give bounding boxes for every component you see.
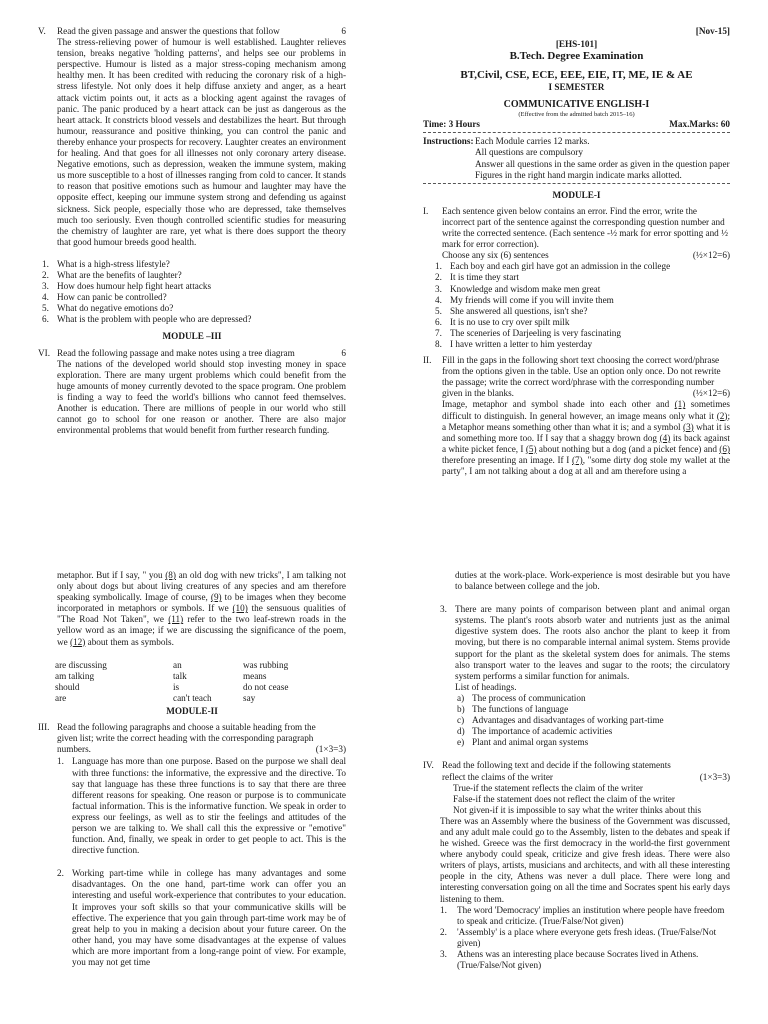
paper-code: [EHS-101] [555,39,598,50]
date-code: [Nov-15] [695,26,730,36]
paragraph-text: There are many points of comparison between plant and animal organ systems. The plant's roots absorb water and nutrients just as the animal digestive system does. The roots also anchor the plant to keep it from moving, but there is no comparable internal animal system. Stems provide support for the plant as the skeletal system does for animals. The stems also transport water to the leaves and sugar to the roots; the circulatory system performs a similar function for animals. [455,604,730,681]
question-text: Read the following text and decide if the following statements reflect the claims of the writer [442,760,671,782]
subject-title: COMMUNICATIVE ENGLISH-I [503,99,650,111]
blank: (10) [232,603,248,614]
option: talk [173,670,187,681]
blank: (1) [674,399,686,410]
option: was rubbing [243,659,289,670]
list-item: b) The functions of language [457,704,569,715]
list-item: a) The process of communication [457,692,586,703]
top-right-column [423,26,730,477]
time: Time: 3 Hours [423,119,480,130]
list-item: 2. It is time they start [435,272,519,283]
instruction-item: Each Module carries 12 marks. [475,136,590,147]
instructions [423,136,730,180]
passage-athens: There was an Assembly where the business of the Government was discussed, and any adult male could go to the Assembly, listen to the debates and speak if he wished. Greece was the first democracy in the world-the first government where anybody could speak, criticize and give fresh ideas. There were also writers of plays, artists, musicians and architects, and with all these interesting people in the city, Athens was never a dull place. There were long and interesting conversation going on all the time and Socrates spent his early days listening to them. [440,815,730,904]
list-item: 7. The sceneries of Darjeeling is very fascinating [435,327,621,338]
blank: (5) [525,443,537,454]
question-number: V. [38,26,46,36]
question-number: VI. [38,347,50,358]
sentence-list [423,261,730,350]
definitions [423,783,730,816]
list-item: 4. How can panic be controlled? [42,292,167,303]
list-item: 4. My friends will come if you will invite them [435,294,614,305]
question-marks: 6 [341,347,346,358]
question-marks: (1×3=3) [699,771,730,782]
instruction-item: Figures in the right hand margin indicate marks allotted. [475,169,682,180]
definition: Not given-if it is impossible to say what the writer thinks about this [453,804,702,815]
list-item: 6. What is the problem with people who are depressed? [42,314,252,325]
list-item: 5. What do negative emotions do? [42,303,174,314]
question-v [38,26,346,37]
question-i [423,206,730,250]
question-text: Read the following paragraphs and choose a suitable heading from the given list; write the correct heading with the corresponding paragraph numbers. [57,722,316,755]
question-marks: (½×12=6) [692,388,730,399]
instructions-label: Instructions: [423,136,474,147]
question-vi [38,348,346,359]
instruction-item: Answer all questions in the same order as given in the question paper [475,158,730,169]
statement-list [423,905,730,972]
list-item: 1. What is a high-stress lifestyle? [42,258,170,269]
question-text: Read the following passage and make notes using a tree diagram [57,347,295,358]
divider [423,132,730,133]
blank: (6) [719,443,731,454]
option: am talking [55,670,95,681]
passage-humour: The stress-relieving power of humour is well established. Laughter relieves tension, breaks negative 'holding patterns', and helps see our problems in perspective. Humour is listed as a major stress-coping mechanism among healthy men. It has been credited with reducing the coronary risk of a high-stress lifestyle. Not only does it help diffuse anxiety and anger, as a heart attack victim points out, it acts as a blocking agent against the ravages of panic. The panic produced by a heart attack can be just as dangerous as the heart attack. It constricts blood vessels and destabilizes the heart. But through humour, reassurance and positive thinking, you can control the panic and thereby enhance your prospects for recovery. Laughter creates an environment for healing. And that goes for all illnesses not only coronary artery disease. Negative emotions, such as depression, weaken the immune system, making us more susceptible to a host of illnesses ranging from cold to cancer. It stands to reason that positive emotions such as humour and laughter may have the opposite effect, keeping our immune system strong and defending us against sickness. Sick people, especially those who are depressed, take themselves much too seriously. Even though controlled scientific studies for measuring the chemistry of laughter are rare, yet what is there does support the theory that good humour breeds good health. [57,37,346,247]
definition: False-if the statement does not reflect the claim of the writer [453,793,675,804]
options-table [38,660,346,704]
question-number: IV. [423,760,434,771]
option: is [173,681,180,692]
list-item: 2. 'Assembly' is a place where everyone gets fresh ideas. (True/False/Not given) [440,926,717,948]
module-heading: MODULE-I [552,189,601,200]
paragraph-1: 1. Language has more than one purpose. Based on the purpose we shall deal with three functions: the informative, the expressive and the directive. To say that language has these three functions is to say that there are three different reasons for speaking. One reason or purpose is to communicate factual information. This is the informative function. We speak in order to express our feelings, as well as to stir the feelings and attitudes of the person we are talking to. We shall call this the expressive or "emotive" function. And, finally, we speak in order to get people to act. This is the directive function. [57,756,346,856]
max-marks: Max.Marks: 60 [669,119,730,130]
blank: (2) [716,410,728,421]
list-item: 3. Knowledge and wisdom make men great [435,283,601,294]
choose-row [423,250,730,261]
list-item: 3. How does humour help fight heart attacks [42,281,212,292]
question-text: Fill in the gaps in the following short text choosing the correct word/phrase from the options given in the table. Use an option only once. Do not rewrite the passage; write the correct word/phrase with the corresponding number given in the blanks. [442,355,721,399]
option: say [243,692,256,703]
module-heading: MODULE-II [166,706,218,717]
gap-fill-passage-continued: metaphor. But if I say, " you (8) an old dog with new tricks", I am talking not only about dogs but about living creatures of any species and am therefore speaking symbolically. Image of course, (9) to be images when they become incorporated in metaphors or symbols. If we (10) the sensuous qualities of "The Road Not Taken", we (11) refer to the two leaf-strewn roads in the yellow word as an image; if we are discussing the significance of the poem, we (12) about them as symbols. [57,570,347,647]
exam-title: B.Tech. Degree Examination [509,50,644,63]
bottom-left-column [38,570,346,968]
option: should [55,681,80,692]
question-number: II. [423,355,432,366]
option: are discussing [55,659,107,670]
list-item: d) The importance of academic activities [457,726,613,737]
list-item: 3. Athens was an interesting place because Socrates lived in Athens. (True/False/Not given) [440,949,699,971]
semester: I SEMESTER [548,82,605,93]
list-item: e) Plant and animal organ systems [457,737,589,748]
module-heading: MODULE –III [162,331,222,342]
instruction-item: All questions are compulsory [475,147,583,158]
passage-space: The nations of the developed world should stop investing money in space exploration. There are many urgent problems which could benefit from the huge amounts of money currently devoted to the space program. One problem is finding a way to feed the world's billions who cannot feed themselves. Another is education. There are millions of people in our world who still cannot go to school for one reason or another. There are also major environmental problems that would benefit from further research funding. [57,358,346,436]
list-item: c) Advantages and disadvantages of working part-time [457,715,664,726]
question-marks: 6 [341,26,346,36]
blank: (4) [659,432,671,443]
blank: (8) [165,570,176,580]
question-number: I. [423,205,429,216]
option: an [173,659,182,670]
list-item: 5. She answered all questions, isn't she? [435,305,588,316]
branches: BT,Civil, CSE, ECE, EEE, EIE, IT, ME, IE & AE [460,69,693,82]
question-ii [423,355,730,399]
blank: (12) [70,636,86,647]
option: means [243,670,267,681]
question-list [38,259,346,326]
headings-list [423,693,730,748]
question-text: Each sentence given below contains an error. Find the error, write the incorrect part of the sentence against the corresponding question number and write the corrected sentence. (Each sentence -½ mark for error spotting and ½ mark for error correction). [442,205,728,250]
list-item: 1. Each boy and each girl have got an admission in the college [435,261,671,272]
list-item: 2. What are the benefits of laughter? [42,269,182,280]
question-marks: (1×3=3) [315,744,346,755]
bottom-right-column [423,570,730,971]
paragraph-text: Working part-time while in college has many advantages and some disadvantages. On the one hand, part-time work can offer you an interesting and useful work-experience that contributes to your education. It improves your soft skills so that your communicative skills will be effective. The experience that you gain through part-time work may be of great help to you in making a decision about your future career. On the other hand, you may have some disadvantages at the expense of values which are more important from a long-range point of view. For example, you may not get time [72,868,346,967]
divider [423,183,730,184]
question-number: III. [38,722,50,733]
choose-instruction: Choose any six (6) sentences [442,250,549,261]
definition: True-if the statement reflects the claim of the writer [453,782,643,793]
blank: (7) [572,454,583,465]
question-iii [38,722,346,755]
top-left-column [38,26,346,436]
list-item: 1. The word 'Democracy' implies an institution where people have freedom to speak and criticize. (True/False/Not given) [440,904,725,926]
list-item: 6. It is no use to cry over spilt milk [435,316,570,327]
option: are [55,692,67,703]
question-iv [423,760,730,782]
paragraph-2: 2. Working part-time while in college has many advantages and some disadvantages. On the one hand, part-time work can offer you an interesting and useful work-experience that contributes to your education. It improves your soft skills so that your communicative skills will be effective. The experience that you gain through part-time work may be of great help to you in making a decision about your future career. On the other hand, you may have some disadvantages at the expense of values which are more important from a long-range point of view. For example, you may not get time [57,868,346,967]
blank: (9) [210,592,222,603]
option: can't teach [173,692,212,703]
paragraph-2-continued: duties at the work-place. Work-experience is most desirable but you have to balance between college and the job. [455,570,730,592]
option: do not cease [243,681,289,692]
paragraph-text: Language has more than one purpose. Based on the purpose we shall deal with three functions: the informative, the expressive and the directive. To say that language has these three functions is to say that there are three different reasons for speaking. One reason or purpose is to communicate factual information. This is the informative function. We speak in order to express our feelings, as well as to stir the feelings and attitudes of the person we are talking to. We shall call this the expressive or "emotive" function. And, finally, we speak in order to get people to act. This is the directive function. [72,756,346,856]
question-text: Read the given passage and answer the questions that follow [57,26,280,36]
blank: (11) [168,614,184,625]
paragraph-3: 3. There are many points of comparison between plant and animal organ systems. The plant's roots absorb water and nutrients just as the animal digestive system does. The roots also anchor the plant to keep it from moving, but there is no comparable internal animal system. Stems provide support for the plant as the skeletal system does for animals. The stems also transport water to the leaves and sugar to the roots; the circulatory system performs a similar function for animals. [440,604,730,681]
gap-fill-passage: Image, metaphor and symbol shade into each other and (1) sometimes difficult to distinguish. In general however, an image means only what it (2); a Metaphor means something other than what it is; and a symbol (3) what it is and something more too. If I say that a shaggy brown dog (4) its back against a white picket fence, I (5) about nothing but a dog (and a picket fence) and (6) therefore presenting an image. If I (7), "some dirty dog stole my wallet at the party", I am not talking about a dog at all and am therefore using a [442,399,731,476]
list-item: 8. I have written a letter to him yesterday [435,338,593,349]
list-label: List of headings. [455,681,517,692]
time-marks-row [423,119,730,130]
effective-note: (Effective from the admitted batch 2015–16) [518,111,635,119]
question-marks: (½×12=6) [692,250,730,261]
blank: (3) [683,421,694,432]
